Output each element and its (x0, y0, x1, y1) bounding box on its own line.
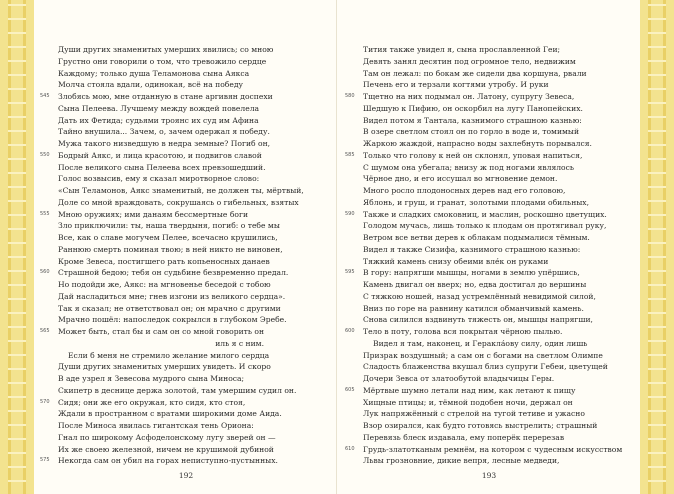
verse-text: Сладость блаженства вкушал близ супруги Гебеи, цветущей (363, 362, 608, 372)
verse-text: Так я сказал; не ответствовал он; он мрачно с другими (58, 303, 281, 313)
line-number: 585 (345, 151, 355, 158)
verse-line (345, 91, 633, 103)
verse-line (363, 185, 633, 197)
right-page-number: 193 (481, 471, 497, 480)
verse-line (58, 385, 328, 397)
line-number: 575 (40, 457, 50, 464)
verse-line (58, 244, 328, 256)
verse-text: Бодрый Аякс, и лица красотою, и подвигов славой (58, 150, 262, 160)
verse-text: Тело в поту, голова вся покрытая чёрною пылью. (363, 327, 563, 336)
right-page (337, 0, 640, 494)
line-number: 570 (40, 398, 50, 405)
verse-text: Яблонь, и груш, и гранат, золотыми плодами обильных, (363, 197, 589, 207)
verse-line (58, 232, 328, 244)
verse-text: Дай насладиться мне; гнев изгони из великого сердца». (58, 291, 286, 301)
verse-text: Видел потом я Тантала, казнимого страшною казнью: (363, 115, 582, 125)
verse-text: Зло приключили: ты, наша твердыня, погиб: о тебе мы (58, 221, 280, 231)
verse-line (345, 444, 633, 456)
verse-line (40, 397, 328, 409)
verse-line (363, 79, 633, 91)
verse-line (363, 303, 633, 315)
verse-text: Мрачно пошёл: напоследок сокрылся в глубоком Эребе. (58, 315, 287, 325)
verse-line (363, 420, 633, 432)
line-number: 550 (40, 151, 50, 158)
verse-line (58, 185, 328, 197)
verse-text: В озере светлом стоял он по горло в воде и, томимый (363, 127, 580, 137)
verse-text: Души других знаменитых умерших увидеть. И скоро (58, 362, 271, 372)
verse-text: Некогда сам он убил на горах непиступно-пустынных. (58, 456, 278, 466)
verse-text: Грустно они говорили о том, что тревожило сердце (58, 56, 267, 66)
verse-text: «Сын Теламонов, Аякс знаменитый, не должен ты, мёртвый, (58, 186, 304, 195)
verse-text: Снова силился вздвинуть тяжесть он, мышцы напрягши, (363, 315, 593, 325)
verse-text: После Миноса явилась гигантская тень Ориона: (58, 421, 254, 430)
line-number: 565 (40, 328, 50, 334)
verse-text: Много росло плодоносных дерев над его головою, (363, 186, 566, 195)
verse-line (58, 197, 328, 209)
verse-text: Мною оружиях; ими данаям бессмертные боги (58, 209, 249, 219)
verse-text: Сидя; они же его окружая, кто сидя, кто стоя, (58, 397, 246, 407)
verse-line (363, 455, 633, 467)
verse-text: Призрак воздушный; а сам он с богами на светлом Олимпе (363, 350, 603, 360)
verse-line (58, 126, 328, 138)
verse-line (58, 68, 328, 80)
verse-text: Злобясь мою, мне отданную в стане аргивян доспехи (58, 92, 273, 101)
verse-text: Только что голову к ней он склонял, уповая напиться, (363, 150, 583, 160)
verse-text: В аде узрел я Зевесова мудрого сына Миноса; (58, 374, 245, 383)
verse-text: Также и сладких смоковниц, и маслин, роскошно цветущих. (363, 209, 607, 219)
verse-line (363, 350, 633, 362)
verse-line (363, 103, 633, 115)
verse-text: Лук напряжённый с стрелой на тугой тетиве и ужасно (363, 409, 585, 419)
line-number: 600 (345, 328, 355, 334)
verse-text: Ветром все ветви дерев к облакам подымалися тёмным. (363, 233, 590, 242)
verse-text: Доле со мной враждовать, сокрушаясь о гибельных, взятых (58, 197, 299, 207)
verse-line (58, 373, 328, 385)
verse-text: иль я с ним. (215, 338, 264, 348)
verse-text: Раннюю смерть поминая твою; в ней никто не виновен, (58, 244, 283, 254)
verse-line (363, 68, 633, 80)
verse-text: Но подойди же, Аякс: на мгновенье беседой с тобою (58, 280, 271, 289)
verse-text: Шедшую к Пифию, он оскорбил на лугу Панопейских. (363, 103, 583, 113)
line-number: 605 (345, 386, 355, 393)
verse-text: В гору: напрягши мышцы, ногами в землю упёршись, (363, 268, 580, 278)
verse-text: Чёрное дно, и его иссушал во мгновение демон. (363, 174, 558, 184)
verse-text: Каждому; только душа Теламонова сына Аякса (58, 68, 250, 78)
verse-text: Страшной бедою; тебя он судьбине безвременно предал. (58, 268, 289, 278)
verse-line (58, 303, 328, 315)
verse-line (363, 232, 633, 244)
left-greek-key-border (0, 0, 34, 494)
verse-text: С шумом она убегала; внизу ж под ногами являлось (363, 162, 575, 172)
verse-line (58, 420, 328, 432)
verse-text: Голос возвысив, ему я сказал миротворное слово: (58, 174, 260, 184)
verse-text: Взор озирался, как будто готовясь выстрелить; страшный (363, 421, 598, 430)
verse-text: Тщетно на них подымал он. Латону, супругу Зевеса, (363, 92, 575, 101)
left-page (34, 0, 337, 494)
verse-text: Жаркою жаждой, напрасно воды захлебнуть порывался. (363, 139, 592, 148)
verse-text: Девять занял десятин под огромное тело, недвижим (363, 56, 576, 66)
verse-text: Кроме Зевеса, постигшего рать копьеносных данаев (58, 256, 270, 266)
verse-text: Тития также увидел я, сына прославленной Геи; (363, 45, 561, 54)
verse-line (40, 91, 328, 103)
verse-line (345, 326, 633, 338)
verse-text: Дать их Фетида; судьями троянс их суд им Афина (58, 115, 259, 125)
verse-line (58, 361, 328, 373)
verse-line (363, 44, 633, 56)
verse-text: Все, как о славе могучем Пелее, всечасно крушились, (58, 233, 278, 242)
verse-line (363, 338, 633, 350)
verse-line (58, 138, 328, 150)
verse-line (58, 279, 328, 291)
verse-line (58, 350, 328, 362)
verse-text: Ждали в пространном с вратами широкими доме Аида. (58, 409, 282, 419)
verse-line (345, 209, 633, 221)
right-page-text (345, 44, 633, 467)
verse-line (40, 209, 328, 221)
verse-text: Скипетр в деснице держа золотой, там умершим судил он. (58, 385, 297, 395)
verse-text: Тайно внушила... Зачем, о, зачем одержал я победу. (58, 127, 270, 137)
verse-line (58, 173, 328, 185)
verse-text: Видел я там, наконец, и Геракла́ову силу, один лишь (373, 338, 588, 348)
verse-line (363, 244, 633, 256)
verse-text: Тяжкий камень снизу обеими вле́к он руками (363, 256, 549, 266)
verse-text: Голодом мучась, лишь только к плодам он протягивал руку, (363, 221, 607, 231)
verse-line (58, 338, 328, 350)
verse-line (363, 397, 633, 409)
verse-text: Души других знаменитых умерших явились; со мною (58, 45, 274, 54)
verse-text: Видел я также Сизифа, казнимого страшною казнью: (363, 244, 581, 254)
left-page-number: 192 (178, 471, 194, 480)
line-number: 610 (345, 445, 355, 452)
verse-line (363, 256, 633, 268)
verse-text: Камень двигал он вверх; но, едва достигал до вершины (363, 280, 587, 289)
verse-line (345, 150, 633, 162)
verse-text: Печень его и терзали когтями утробу. И руки (363, 80, 549, 90)
line-number: 555 (40, 210, 50, 217)
verse-text: Вниз по горе на равнину катился обманчивый камень. (363, 303, 584, 313)
verse-line (363, 126, 633, 138)
verse-line (363, 162, 633, 174)
verse-text: Сына Пелеева. Лучшему между вождей повелела (58, 103, 260, 113)
verse-line (363, 291, 633, 303)
line-number: 595 (345, 269, 355, 276)
verse-text: Грудь-златотканым ремнём, на котором с чудесным искусством (363, 444, 623, 454)
verse-line (58, 103, 328, 115)
verse-line (363, 56, 633, 68)
verse-line (58, 314, 328, 326)
verse-line (58, 291, 328, 303)
verse-text: После великого сына Пелеева всех превзошедший. (58, 162, 266, 172)
verse-line (363, 432, 633, 444)
verse-line (40, 326, 328, 338)
verse-line (345, 267, 633, 279)
verse-text: Гнал по широкому Асфоделонскому лугу зверей он — (58, 432, 276, 442)
verse-line (363, 408, 633, 420)
verse-text: Хищные птицы; и, тёмной подобен ночи, держал он (363, 397, 573, 407)
verse-line (58, 162, 328, 174)
verse-text: Их же своею железной, ничем не крушимой дубиной (58, 444, 274, 454)
verse-text: Молча стояла вдали, одинокая, всё на победу (58, 80, 244, 90)
verse-line (40, 455, 328, 467)
verse-line (58, 56, 328, 68)
verse-text: Там он лежал: по бокам же сидели два коршуна, рвали (363, 68, 587, 78)
verse-text: Дочери Зевса от златообутой владычицы Геры. (363, 374, 555, 383)
verse-line (40, 267, 328, 279)
verse-line (58, 432, 328, 444)
verse-line (363, 373, 633, 385)
verse-line (363, 173, 633, 185)
line-number: 590 (345, 210, 355, 217)
line-number: 580 (345, 93, 355, 99)
verse-line (363, 314, 633, 326)
verse-line (58, 44, 328, 56)
verse-line (40, 150, 328, 162)
verse-line (363, 220, 633, 232)
verse-text: Мёртвые шумно летали над ним, как летают к пищу (363, 385, 576, 395)
verse-line (58, 408, 328, 420)
verse-line (363, 197, 633, 209)
right-greek-key-border (640, 0, 674, 494)
verse-line (58, 115, 328, 127)
verse-line (58, 256, 328, 268)
verse-text: Львы грозновние, дикие вепря, лесные медведи, (363, 456, 560, 466)
verse-line (363, 361, 633, 373)
verse-line (58, 220, 328, 232)
verse-text: Перевязь блеск издавала, ему поперёк перерезав (363, 432, 565, 442)
verse-text: С тяжкою ношей, назад устремлённый невидимой силой, (363, 291, 596, 301)
line-number: 560 (40, 269, 50, 276)
verse-text: Мужа такого низведшую в недра земные? Погиб он, (58, 139, 271, 148)
verse-line (363, 279, 633, 291)
verse-line (363, 115, 633, 127)
line-number: 545 (40, 93, 50, 99)
verse-line (58, 444, 328, 456)
left-page-text (40, 44, 328, 467)
verse-line (345, 385, 633, 397)
verse-line (363, 138, 633, 150)
verse-text: Если б меня не стремило желание милого сердца (68, 350, 270, 360)
verse-line (58, 79, 328, 91)
verse-text: Может быть, стал бы и сам он со мной говорить он (58, 327, 265, 336)
